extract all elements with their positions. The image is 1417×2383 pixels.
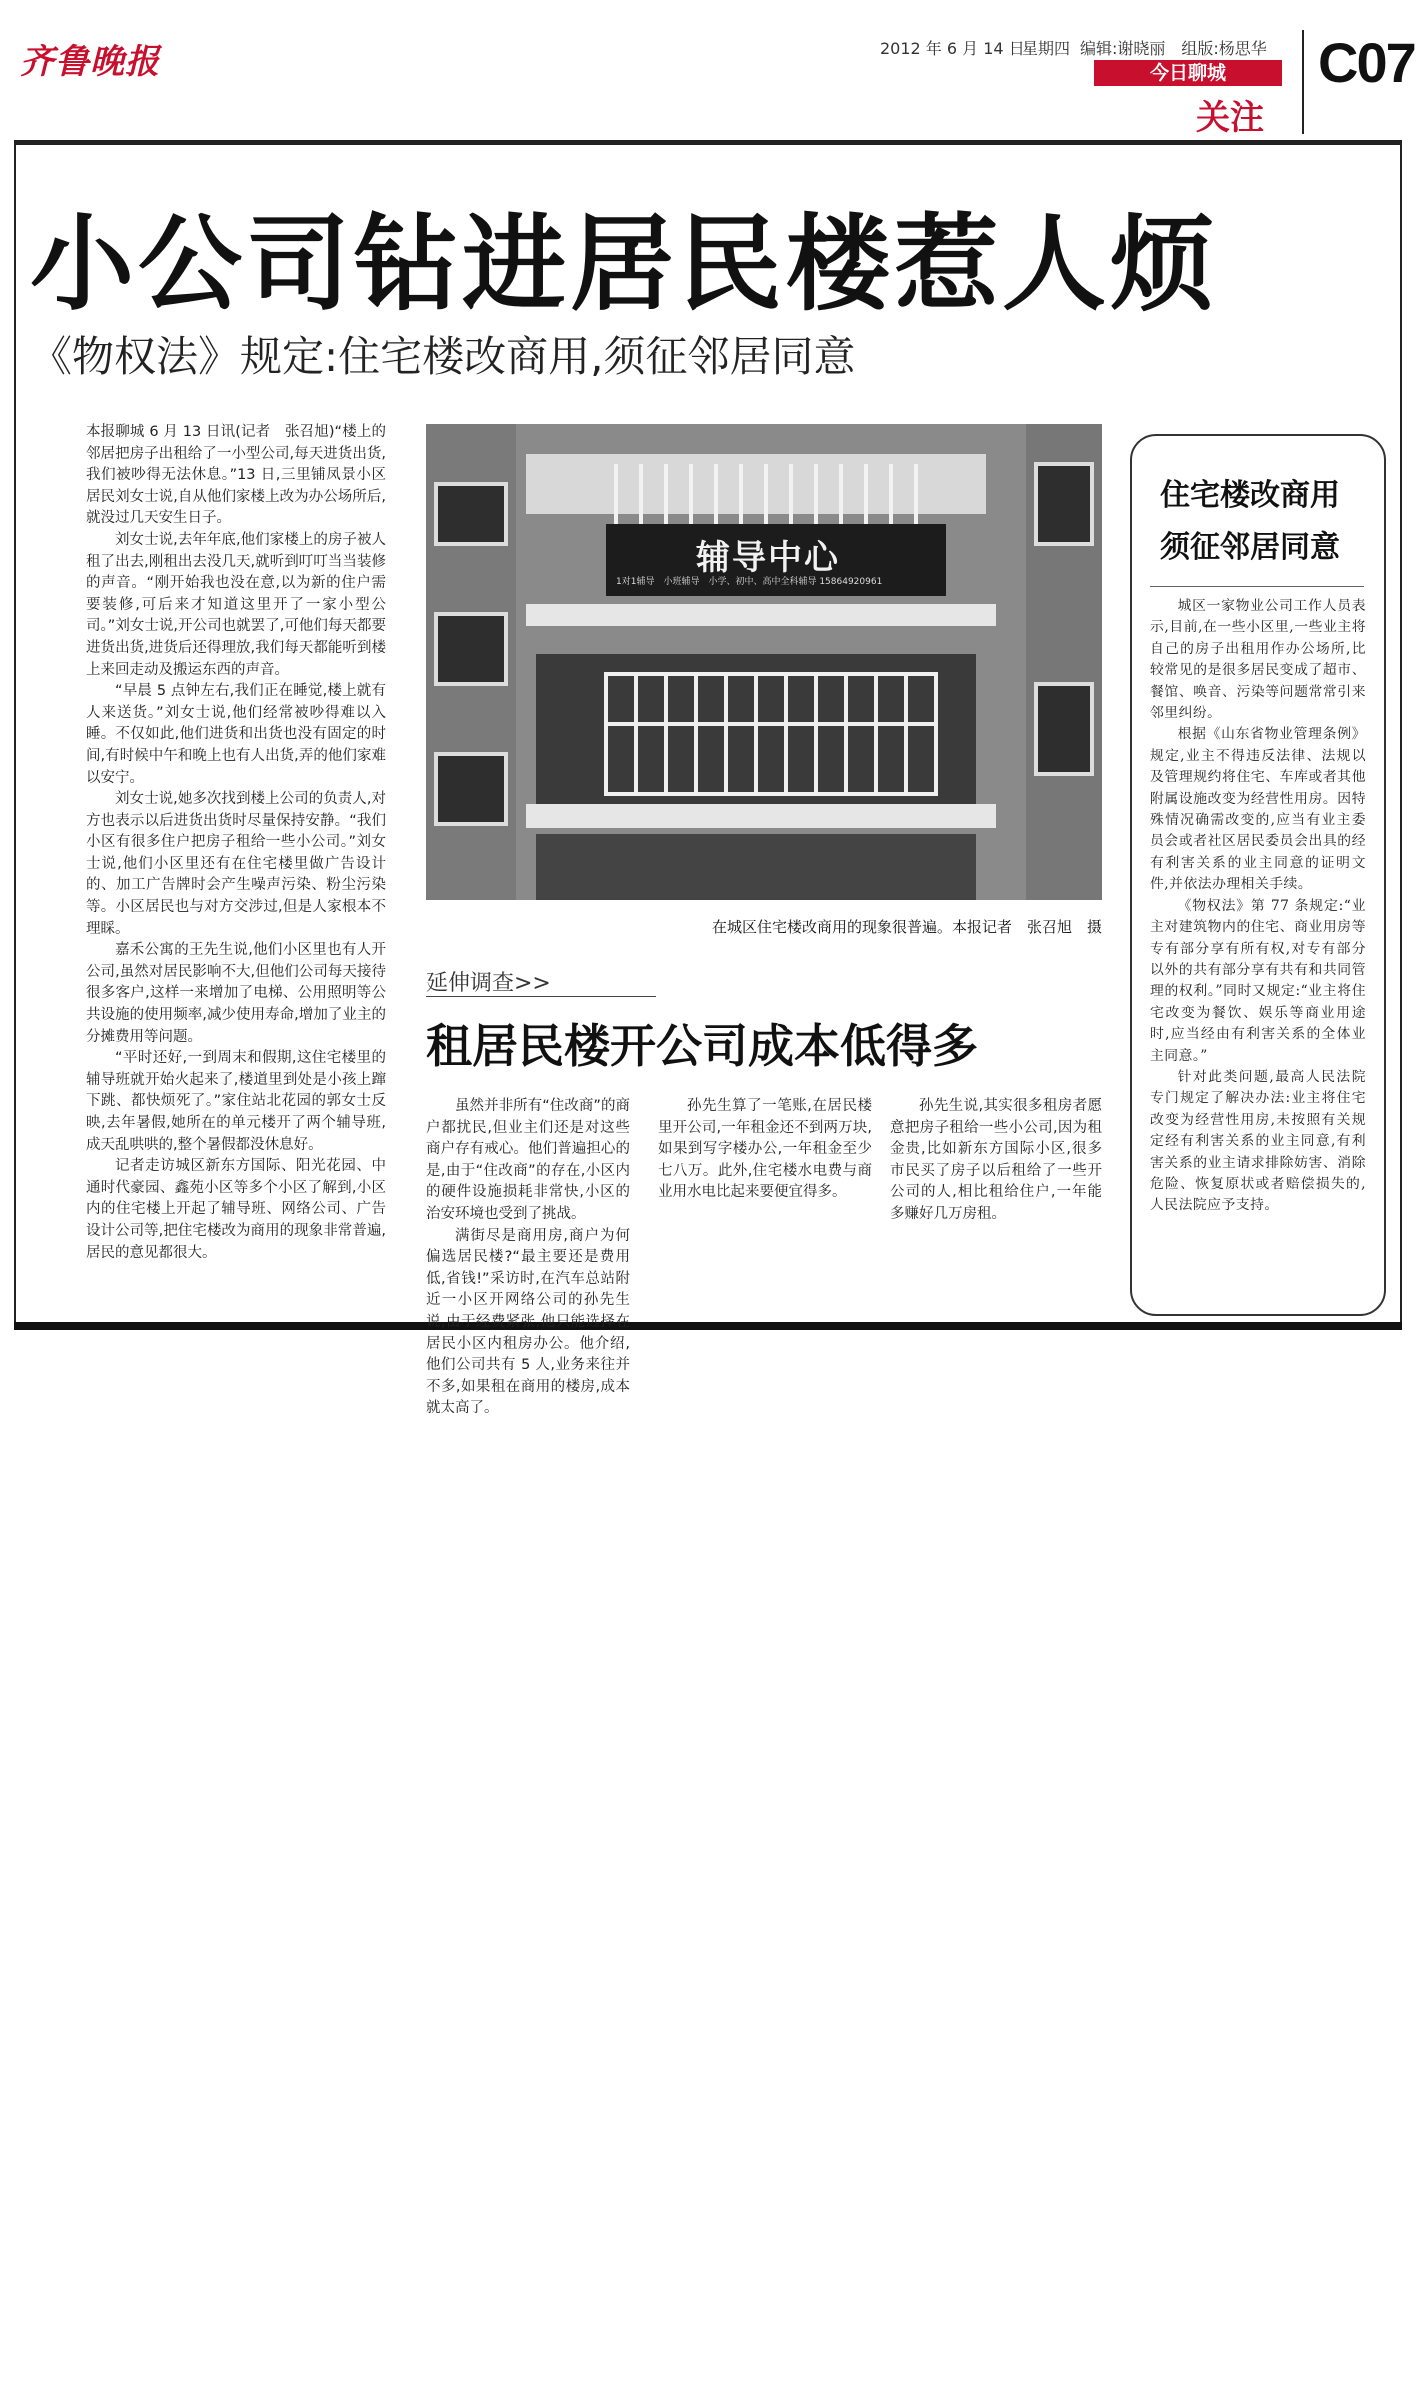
sub-headline: 《物权法》规定:住宅楼改商用,须征邻居同意 [30,332,856,381]
newspaper-logo: 齐鲁晚报 [20,42,160,82]
sidebar-title-line: 住宅楼改商用 [1160,478,1340,513]
sidebar-paragraph: 根据《山东省物业管理条例》规定,业主不得违反法律、法规以及管理规约将住宅、车库或者其他附属设施改变为经营性用房。因特殊情况确需改变的,应当有业主委员会或者社区居民委员会出具的经有利害关系的业主同意的证明文件,并依法办理相关手续。 [1150,726,1366,893]
extension-label: 延伸调查>> [426,971,551,996]
building-illustration [426,424,1102,900]
section-label: 关注 [1196,98,1264,138]
sidebar-paragraph: 针对此类问题,最高人民法院专门规定了解决办法:业主将住宅改变为经营性用房,未按照有关规定经有利害关系的业主同意,有利害关系的业主请求排除妨害、消除危险、恢复原状或者赔偿损失的,人民法院应予支持。 [1150,1068,1366,1214]
frame-top-rule [14,140,1402,145]
issue-weekday: 星期四 [1022,39,1071,58]
sidebar-paragraph: 《物权法》第 77 条规定:“业主对建筑物内的住宅、商业用房等专有部分享有所有权,对专有部分以外的共有部分享有共有和共同管理的权利。”同时又规定:“业主将住宅改变为餐饮、娱乐等商业用途时,应当经由有利害关系的全体业主同意。” [1150,897,1366,1064]
extension-paragraph: 虽然并非所有“住改商”的商户都扰民,但业主们还是对这些商户存有戒心。他们普遍担心的是,由于“住改商”的存在,小区内的硬件设施损耗非常快,小区的治安环境也受到了挑战。 [426,1098,630,1222]
sidebar-body [1150,596,1366,1217]
column-tag: 今日聊城 [1094,60,1282,86]
header-divider [1302,30,1304,134]
article-paragraph: 记者走访城区新东方国际、阳光花园、中通时代豪园、鑫苑小区等多个小区了解到,小区内的住宅楼上开起了辅导班、网络公司、广告设计公司等,把住宅楼改为商用的现象非常普遍,居民的意见都很大。 [86,1158,386,1261]
editors-credit: 编辑:谢晓丽 组版:杨思华 [1080,39,1267,58]
extension-paragraph: 孙先生算了一笔账,在居民楼里开公司,一年租金还不到两万块,如果到写字楼办公,一年租金至少七八万。此外,住宅楼水电费与商业用水电比起来要便宜得多。 [658,1098,872,1201]
extension-column-2 [658,1096,872,1204]
article-paragraph: 刘女士说,去年年底,他们家楼上的房子被人租了出去,刚租出去没几天,就听到叮叮当当装修的声音。“刚开始我也没在意,以为新的住户需要装修,可后来才知道这里开了一家小型公司。”刘女士说,开公司也就罢了,可他们每天都要进货出货,进货后还得理放,我们每天都能听到楼上来回走动及搬运东西的声音。 [86,531,386,678]
extension-headline: 租居民楼开公司成本低得多 [426,1019,978,1073]
sidebar-title-line: 须征邻居同意 [1160,530,1340,565]
frame-bottom-rule [14,1322,1402,1330]
building-photo [426,424,1102,900]
article-paragraph: 本报聊城 6 月 13 日讯(记者 张召旭)“楼上的邻居把房子出租给了一小型公司,每天进货出货,我们被吵得无法休息。”13 日,三里铺凤景小区居民刘女士说,自从他们家楼上改为办公场所后,就没过几天安生日子。 [86,424,386,527]
sidebar-rule [1150,586,1364,587]
issue-date: 2012 年 6 月 14 日 [880,39,1025,58]
frame-left-rule [14,140,16,1326]
sidebar-title [1160,470,1360,574]
article-paragraph: 嘉禾公寓的王先生说,他们小区里也有人开公司,虽然对居民影响不大,但他们公司每天接待很多客户,这样一来增加了电梯、公用照明等公共设施的使用频率,减少使用寿命,增加了业主的分摊费用等问题。 [86,942,386,1045]
article-paragraph: 刘女士说,她多次找到楼上公司的负责人,对方也表示以后进货出货时尽量保持安静。“我们小区有很多住户把房子租给一些小公司。”刘女士说,他们小区里还有在住宅楼里做广告设计的、加工广告牌时会产生噪声污染、粉尘污染等。小区居民也与对方交涉过,但是人家根本不理睬。 [86,791,386,937]
article-paragraph: “早晨 5 点钟左右,我们正在睡觉,楼上就有人来送货。”刘女士说,他们经常被吵得难以入睡。不仅如此,他们进货和出货也没有固定的时间,有时候中午和晚上也有人出货,弄的他们家难以安宁。 [86,683,386,786]
frame-right-rule [1400,140,1402,1326]
sign-subtext: 1对1辅导 小班辅导 小学、初中、高中全科辅导 15864920961 [616,577,883,587]
page-number: C07 [1318,31,1415,94]
extension-paragraph: 孙先生说,其实很多租房者愿意把房子租给一些小公司,因为租金贵,比如新东方国际小区,很多市民买了房子以后租给了一些开公司的人,相比租给住户,一年能多赚好几万房租。 [890,1098,1102,1222]
extension-paragraph: 满街尽是商用房,商户为何偏选居民楼?“最主要还是费用低,省钱!”采访时,在汽车总站附近一小区开网络公司的孙先生说,由于经费紧张,他只能选择在居民小区内租房办公。他介绍,他们公司共有 5 人,业务来往并不多,如果租在商用的楼房,成本就太高了。 [426,1227,630,1417]
photo-caption: 在城区住宅楼改商用的现象很普遍。本报记者 张召旭 摄 [711,918,1102,936]
extension-column-3 [890,1096,1102,1226]
article-paragraph: “平时还好,一到周末和假期,这住宅楼里的辅导班就开始火起来了,楼道里到处是小孩上蹿下跳、都快烦死了。”家住站北花园的郭女士反映,去年暑假,她所在的单元楼开了两个辅导班,成天乱哄哄的,整个暑假都没休息好。 [86,1050,386,1153]
sidebar-paragraph: 城区一家物业公司工作人员表示,目前,在一些小区里,一些业主将自己的房子出租用作办公场所,比较常见的是很多居民变成了超市、餐馆、唤音、污染等问题常常引来邻里纠纷。 [1150,598,1366,722]
extension-rule [426,996,656,997]
main-headline: 小公司钻进居民楼惹人烦 [30,203,1219,325]
main-article-body [86,422,386,1264]
extension-column-1 [426,1096,630,1420]
sign-text: 辅导中心 [696,538,840,578]
